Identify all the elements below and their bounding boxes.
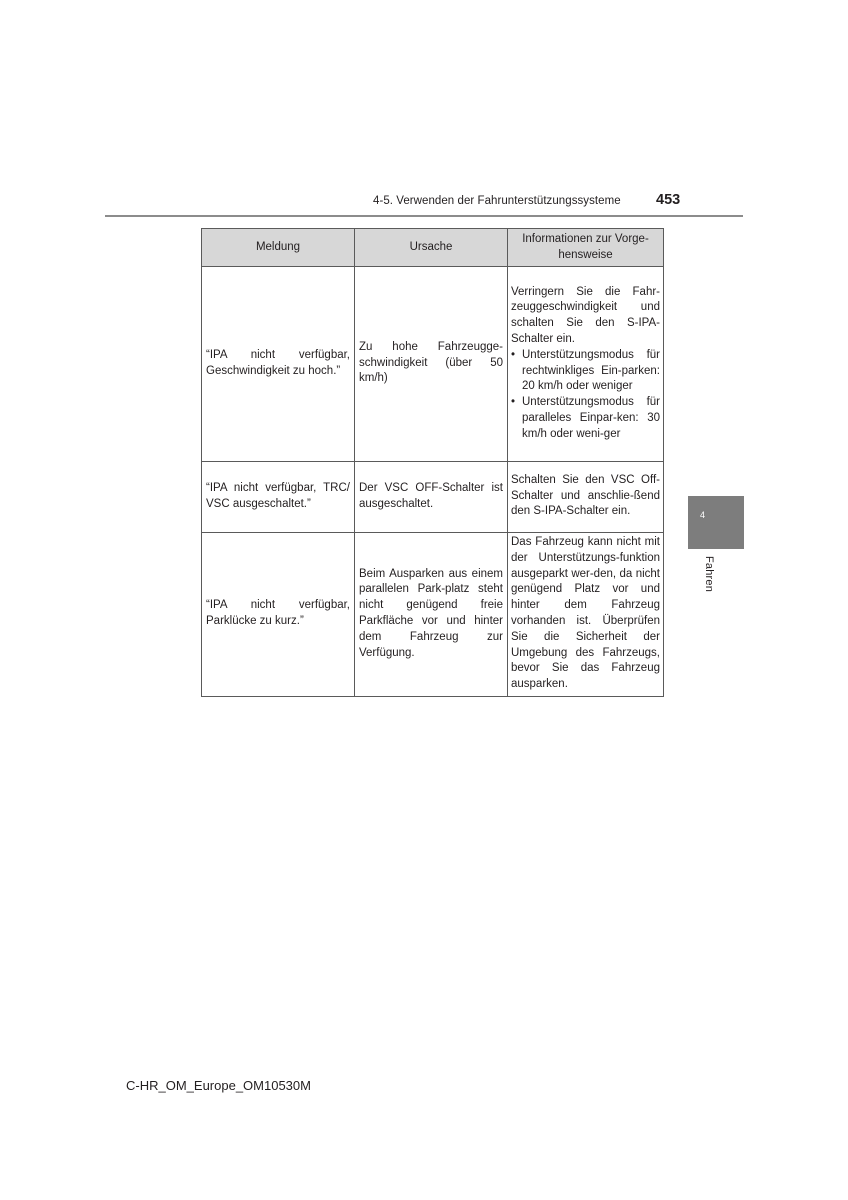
chapter-number: 4 [700,510,706,520]
column-header-informationen: Informationen zur Vorge-hensweise [508,229,664,267]
document-code: C-HR_OM_Europe_OM10530M [126,1078,311,1093]
table-header-row [202,229,664,267]
message-cell: “IPA nicht verfügbar, TRC/ VSC ausgeschaltet.” [202,462,355,533]
info-bullet-list [511,348,660,443]
info-bullet-item: • Unterstützungsmodus für rechtwinkliges Ein-parken: 20 km/h oder weniger [511,348,660,395]
message-cell: “IPA nicht verfügbar, Geschwindigkeit zu hoch.” [202,267,355,462]
chapter-tab [688,496,744,549]
info-cell: Das Fahrzeug kann nicht mit der Unterstützungs-funktion ausgeparkt wer-den, da nicht genügend Platz vor und hinter dem Fahrzeug vorhanden ist. Überprüfen Sie die Sicherheit der Umgebung des Fahrzeugs, bevor Sie das Fahrzeug ausparken. [508,533,664,697]
info-cell [508,267,664,462]
table-row [202,533,664,697]
cause-cell: Der VSC OFF-Schalter ist ausgeschaltet. [355,462,508,533]
header-divider [105,215,743,217]
table-row [202,267,664,462]
message-table [201,228,664,697]
column-header-meldung: Meldung [202,229,355,267]
cause-cell: Zu hohe Fahrzeugge-schwindigkeit (über 50 km/h) [355,267,508,462]
info-text: Verringern Sie die Fahr-zeuggeschwindigkeit und schalten Sie den S-IPA-Schalter ein. [511,285,660,345]
cause-cell: Beim Ausparken aus einem parallelen Park-platz steht nicht genügend freie Parkfläche vor und hinter dem Fahrzeug zur Verfügung. [355,533,508,697]
table-row [202,462,664,533]
message-cell: “IPA nicht verfügbar, Parklücke zu kurz.” [202,533,355,697]
info-bullet-item: • Unterstützungsmodus für paralleles Einpar-ken: 30 km/h oder weni-ger [511,395,660,442]
column-header-ursache: Ursache [355,229,508,267]
info-cell: Schalten Sie den VSC Off-Schalter und anschlie-ßend den S-IPA-Schalter ein. [508,462,664,533]
section-title: 4-5. Verwenden der Fahrunterstützungssysteme [373,195,621,207]
page-number: 453 [656,192,681,208]
chapter-label: Fahren [703,556,715,593]
